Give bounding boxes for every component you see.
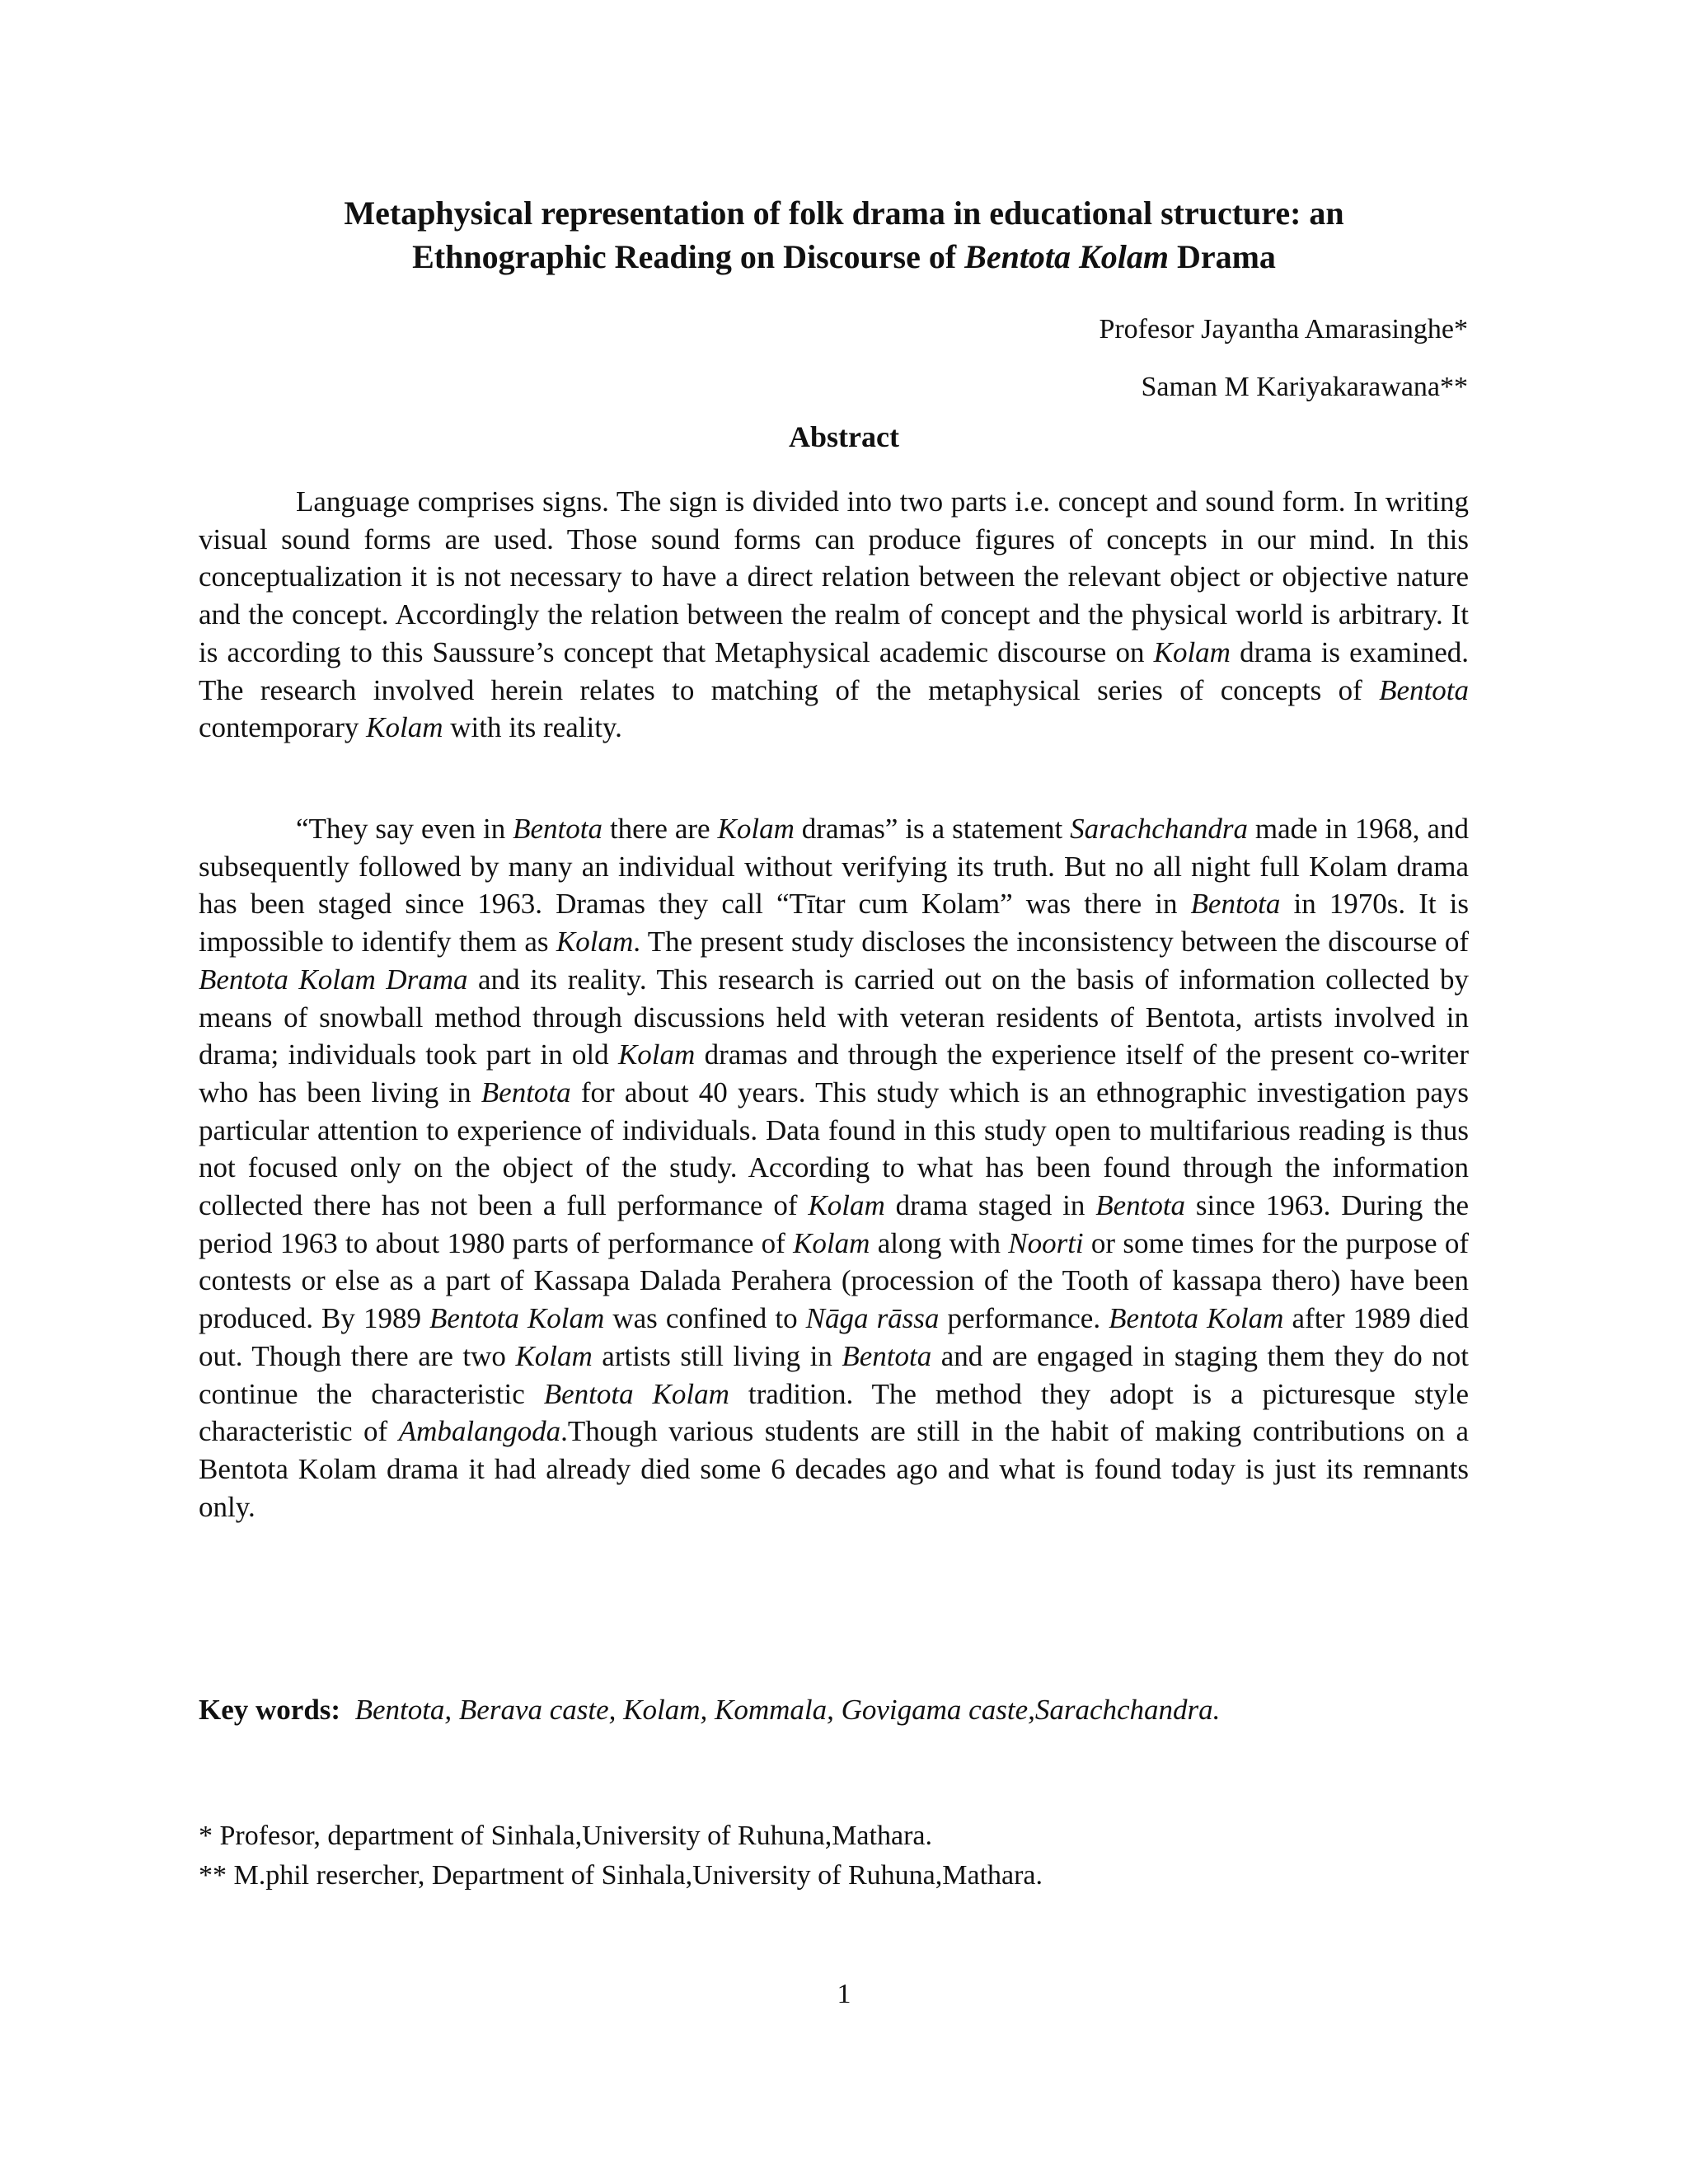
text-run: contemporary [199,711,367,744]
italic-term: Kolam [515,1339,593,1372]
text-run: Language comprises signs. The sign is divided into two parts i.e. concept and sound form. In writing visual sound forms are used. Those sound forms can produce figures of concepts in our mind. In this conceptualization it is not necessary to have a direct relation between the relevant object or objective nature and the concept. Accordingly the relation between the realm of concept and the physical world is arbitrary. It is according to this Saussure’s concept that Metaphysical academic discourse on [199,485,1469,668]
title-line-2-suffix: Drama [1168,238,1276,275]
text-run: in 1970s. It is impossible to identify them as [199,888,1469,958]
abstract-paragraph-1 [199,483,1469,747]
italic-term: Kolam [717,813,795,845]
text-run: drama staged in [884,1189,1096,1222]
title-line-2-prefix: Ethnographic Reading on Discourse of [412,238,965,275]
text-run: there are [603,813,718,845]
paper-title [198,191,1490,279]
author-2: Saman M Kariyakarawana** [1141,372,1468,402]
keywords-label: Key words: [199,1694,341,1726]
text-run: tradition. The method they adopt is a picturesque style characteristic of [199,1377,1469,1448]
abstract-heading: Abstract [789,420,899,453]
keywords [199,1691,1469,1728]
italic-term: Bentota [842,1339,932,1372]
italic-term: Kolam [617,1038,696,1071]
text-run: or some times for the purpose of contests or else as a part of Kassapa Dalada Perahera (procession of the Tooth of kassapa thero) have been produced. By 1989 [199,1226,1469,1335]
italic-term: Nāga rāssa [805,1302,940,1335]
text-run: along with [870,1226,1009,1259]
text-run: .Though various students are still in the habit of making contributions on a Bentota Kolam drama it had already died some 6 decades ago and what is found today is just its remnants only. [199,1415,1469,1523]
italic-term: Kolam [556,926,634,958]
text-run: drama is examined. The research involved herein relates to matching of the metaphysical series of concepts of [199,635,1469,706]
footnote-2: ** M.phil resercher, Department of Sinhala,University of Ruhuna,Mathara. [199,1860,1043,1891]
italic-term: Bentota Kolam [429,1302,605,1335]
italic-term: Sarachchandra [1070,813,1248,845]
italic-term: Bentota Kolam [543,1377,729,1410]
text-run: made in 1968, and subsequently followed by many an individual without verifying its truth. But no all night full Kolam drama has been staged since 1963. Dramas they call “Tītar cum Kolam” was there in [199,813,1469,921]
text-run: “They say even in [296,813,513,845]
title-line-1: Metaphysical representation of folk drama in educational structure: an [344,194,1344,232]
italic-term: Bentota Kolam Drama [199,963,468,996]
text-run: after 1989 died out. Though there are two [199,1302,1469,1372]
text-run: artists still living in [592,1339,842,1372]
text-run: since 1963. During the period 1963 to about 1980 parts of performance of [199,1189,1469,1259]
page-number: 1 [837,1979,851,2009]
text-run: performance. [939,1302,1109,1335]
italic-term: Kolam [808,1189,885,1222]
text-run: . The present study discloses the inconsistency between the discourse of [633,926,1469,958]
italic-term: Kolam [366,711,443,744]
keywords-list: Bentota, Berava caste, Kolam, Kommala, Govigama caste,Sarachchandra. [354,1694,1221,1726]
italic-term: Kolam [793,1226,870,1259]
text-run: with its reality. [443,711,622,744]
italic-term: Bentota [513,813,603,845]
author-1: Profesor Jayantha Amarasinghe* [1099,314,1468,344]
italic-term: Bentota [1190,888,1281,921]
abstract-paragraph-2 [199,810,1469,1526]
text-run: and its reality. This research is carried out on the basis of information collected by means of snowball method through discussions held with veteran residents of Bentota, artists involved in drama; individuals took part in old [199,963,1469,1071]
italic-term: Noorti [1008,1226,1084,1259]
text-run: dramas” is a statement [794,813,1071,845]
italic-term: Kolam [1153,635,1231,668]
text-run: for about 40 years. This study which is an ethnographic investigation pays particular attention to experience of individuals. Data found in this study open to multifarious reading is thus not focused only on the object of the study. According to what has been found through the information collected there has not been a full performance of [199,1076,1469,1222]
text-run: and are engaged in staging them they do not continue the characteristic [199,1339,1469,1410]
italic-term: Bentota [481,1076,571,1108]
italic-term: Ambalangoda [398,1415,561,1448]
italic-term: Bentota [1379,673,1469,706]
italic-term: Bentota [1095,1189,1186,1222]
title-line-2 [198,235,1490,279]
italic-term: Bentota Kolam [1109,1302,1284,1335]
text-run: was confined to [604,1302,806,1335]
text-run: dramas and through the experience itself of the present co-writer who has been living in [199,1038,1470,1108]
title-line-2-italic: Bentota Kolam [964,238,1169,275]
footnote-1: * Profesor, department of Sinhala,University of Ruhuna,Mathara. [199,1821,932,1851]
